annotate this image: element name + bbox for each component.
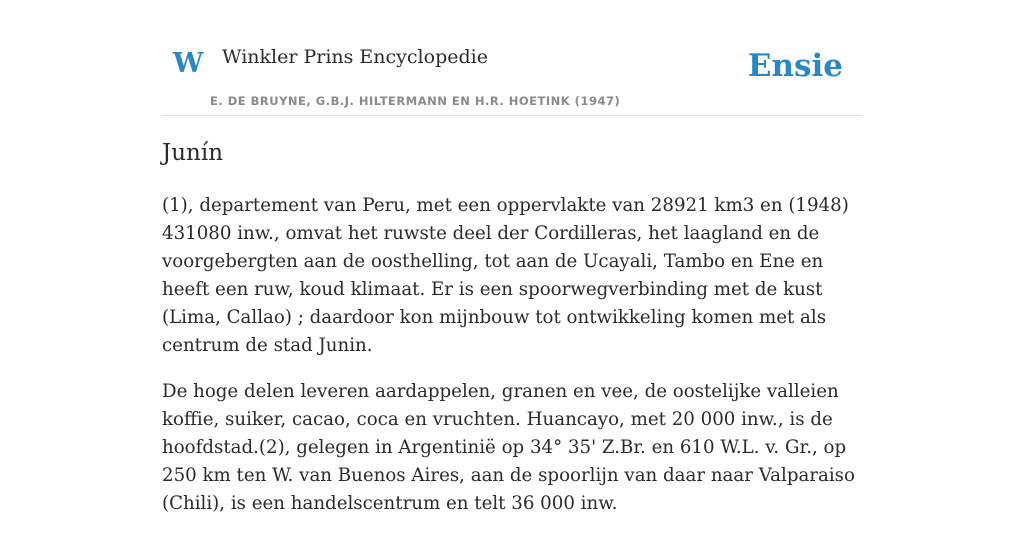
entry-content xyxy=(162,192,862,536)
entry-paragraph: De hoge delen leveren aardappelen, granen en vee, de oostelijke valleien koffie, suiker, cacao, coca en vruchten. Huancayo, met 20 000 inw., is de hoofdstad.(2), gelegen in Argentinië op 34° 35' Z.Br. en 610 W.L. v. Gr., op 250 km ten W. van Buenos Aires, aan de spoorlijn van daar naar Valparaiso (Chili), is een handelscentrum en telt 36 000 inw. xyxy=(162,381,855,514)
source-header xyxy=(162,0,862,116)
winkler-prins-logo[interactable]: W xyxy=(173,48,204,79)
source-authors: E. DE BRUYNE, G.B.J. HILTERMANN EN H.R. HOETINK (1947) xyxy=(210,94,621,108)
entry-title: Junín xyxy=(162,140,224,166)
ensie-brand-logo[interactable]: Ensie xyxy=(747,48,843,84)
page xyxy=(162,0,862,514)
source-title[interactable]: Winkler Prins Encyclopedie xyxy=(222,46,488,68)
entry-paragraph: (1), departement van Peru, met een oppervlakte van 28921 km3 en (1948) 431080 inw., omvat het ruwste deel der Cordilleras, het laagland en de voorgebergten aan de oosthelling, tot aan de Ucayali, Tambo en Ene en heeft een ruw, koud klimaat. Er is een spoorwegverbinding met de kust (Lima, Callao) ; daardoor kon mijnbouw tot ontwikkeling komen met als centrum de stad Junin. xyxy=(162,195,849,356)
